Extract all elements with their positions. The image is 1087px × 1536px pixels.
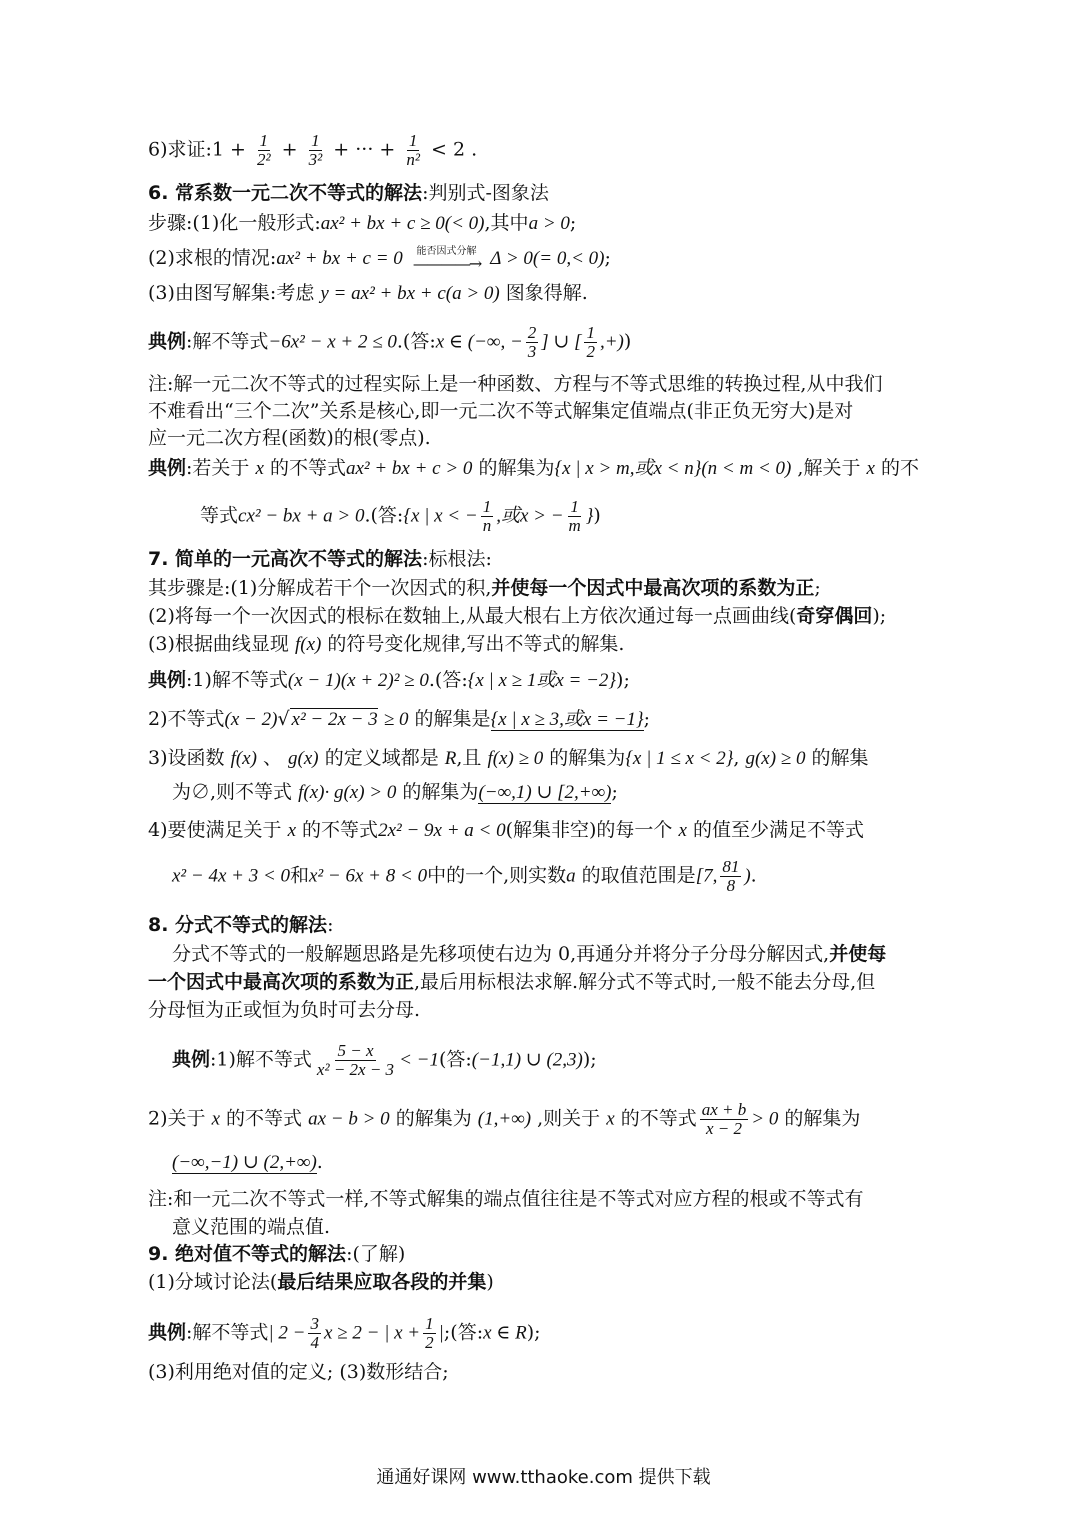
example-line: 典例:1)解不等式(x − 1)(x + 2)² ≥ 0.(答:{x | x ≥ 1或x = −2}); (148, 669, 630, 691)
example-line: 典例:若关于 x 的不等式ax² + bx + c > 0 的解集为{x | x > m,或x < n}(n < m < 0) ,解关于 x 的不 (148, 457, 919, 479)
example-line: (−∞,−1) ∪ (2,+∞). (172, 1151, 323, 1173)
text: + (281, 138, 298, 161)
text-line: 步骤:(1)化一般形式:ax² + bx + c ≥ 0(< 0),其中a > 0; (148, 212, 577, 234)
text: 6)求证:1 + (148, 138, 246, 161)
section-heading-6: 6. 常系数一元二次不等式的解法:判别式-图象法 (148, 182, 549, 204)
arrow-icon: 能否因式分解 ————→ (412, 246, 481, 273)
fraction: $\frac{1}{\text{n²}}$ (406, 131, 420, 169)
text-line (148, 132, 1008, 169)
text: + ··· + (333, 138, 396, 161)
example-line: 为∅,则不等式 f(x)· g(x) > 0 的解集为(−∞,1) ∪ [2,+∞); (172, 781, 618, 803)
section-heading-8: 8. 分式不等式的解法: (148, 914, 334, 936)
example-line: 2)不等式(x − 2)√ x² − 2x − 3 ≥ 0 的解集是{x | x ≥ 3,或x = −1}; (148, 708, 651, 730)
note-line: 注:和一元二次不等式一样,不等式解集的端点值往往是不等式对应方程的根或不等式有 (148, 1188, 864, 1210)
example-line: x² − 4x + 3 < 0和x² − 6x + 8 < 0中的一个,则实数a 的取值范围是[7, $\frac{81}{8}$ ). (172, 857, 757, 895)
text-line: 分式不等式的一般解题思路是先移项使右边为 0,再通分并将分子分母分解因式,并使每 (172, 943, 887, 965)
page-footer: 通通好课网 www.tthaoke.com 提供下载 (376, 1467, 711, 1488)
text-line: 分母恒为正或恒为负时可去分母. (148, 999, 421, 1021)
fraction: $\frac{1}{\text{3²}}$ (308, 131, 323, 169)
example-line: 3)设函数 f(x) 、 g(x) 的定义域都是 R,且 f(x) ≥ 0 的解集为{x | 1 ≤ x < 2}, g(x) ≥ 0 的解集 (148, 747, 869, 769)
example-line: 4)要使满足关于 x 的不等式2x² − 9x + a < 0(解集非空)的每一个 x 的值至少满足不等式 (148, 819, 864, 841)
fraction: $\frac{1}{\text{2²}}$ (257, 131, 271, 169)
text-line: (3)根据曲线显现 f(x) 的符号变化规律,写出不等式的解集. (148, 633, 625, 655)
text-line: 一个因式中最高次项的系数为正,最后用标根法求解.解分式不等式时,一般不能去分母,但 (148, 971, 876, 993)
example-line: 等式cx² − bx + a > 0.(答:{x | x < − $\frac{1}{n}$ ,或x > − $\frac{1}{m}$ }) (200, 497, 601, 535)
text-line: (3)由图写解集:考虑 y = ax² + bx + c(a > 0) 图象得解. (148, 282, 588, 304)
note-line: 应一元二次方程(函数)的根(零点). (148, 427, 431, 449)
example-line: 2)关于 x 的不等式 ax − b > 0 的解集为 (1,+∞) ,则关于 x 的不等式 $\frac{ax + b}{x - 2}$ > 0 的解集为 (148, 1100, 861, 1138)
note-line: 不难看出“三个二次”关系是核心,即一元二次不等式解集定值端点(非正负无穷大)是对 (148, 400, 854, 422)
text-line: (1)分域讨论法(最后结果应取各段的并集) (148, 1271, 494, 1293)
note-line: 意义范围的端点值. (172, 1216, 331, 1238)
example-line: 典例:解不等式−6x² − x + 2 ≤ 0.(答:x ∈ (−∞, − $\frac{2}{3}$ ] ∪ [ $\frac{1}{2}$ ,+)) (148, 323, 632, 361)
text-line: (2)求根的情况:ax² + bx + c = 0 能否因式分解 ————→ Δ > 0(= 0,< 0); (148, 246, 611, 273)
text-line: (2)将每一个一次因式的根标在数轴上,从最大根右上方依次通过每一点画曲线(奇穿偶回); (148, 605, 887, 627)
text-line: (3)利用绝对值的定义; (3)数形结合; (148, 1361, 449, 1383)
text-line: 其步骤是:(1)分解成若干个一次因式的积,并使每一个因式中最高次项的系数为正; (148, 577, 821, 599)
example-line: 典例:1)解不等式 $\frac{5 - x}{\text{x² − 2x − 3}}$ < −1(答:(−1,1) ∪ (2,3)); (172, 1041, 597, 1079)
example-line: 典例:解不等式| 2 − $\frac{3}{4}$ x ≥ 2 − | x + $\frac{1}{2}$ |;(答:x ∈ R); (148, 1314, 541, 1352)
section-heading-7: 7. 简单的一元高次不等式的解法:标根法: (148, 548, 492, 570)
section-heading-9: 9. 绝对值不等式的解法:(了解) (148, 1243, 406, 1265)
note-line: 注:解一元二次不等式的过程实际上是一种函数、方程与不等式思维的转换过程,从中我们 (148, 373, 883, 395)
text: < 2 . (431, 138, 478, 161)
